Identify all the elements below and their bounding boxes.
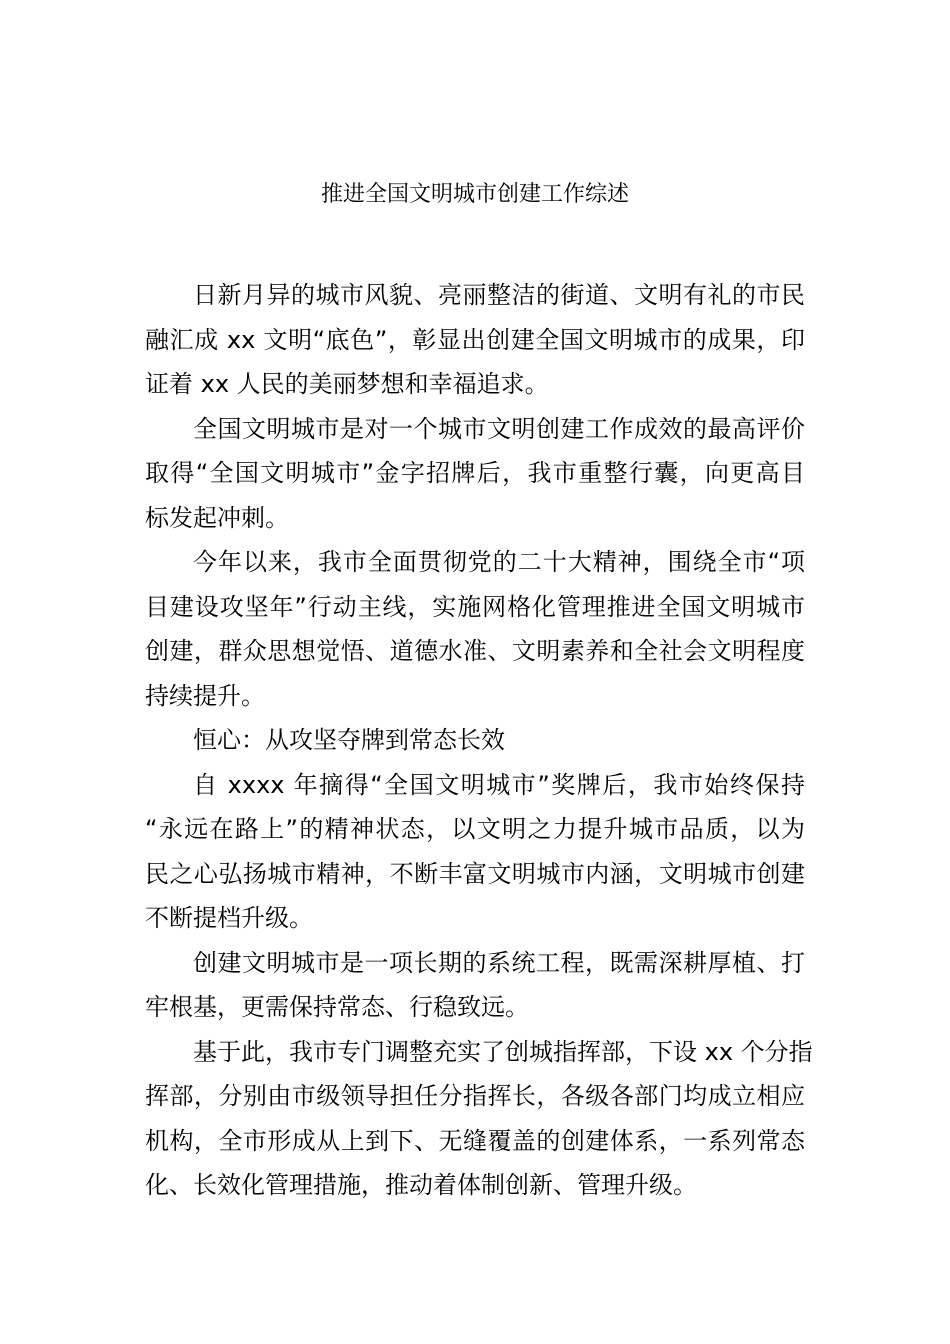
text-line: 全国文明城市是对一个城市文明创建工作成效的最高评价 <box>193 414 805 443</box>
text-line: “永远在路上”的精神状态，以文明之力提升城市品质，以为 <box>145 815 805 843</box>
document-body <box>145 273 813 1208</box>
paragraph <box>145 1030 813 1208</box>
paragraph <box>145 763 805 941</box>
text-line: 民之心弘扬城市精神，不断丰富文明城市内涵，文明城市创建 <box>145 859 805 888</box>
text-line: 标发起冲刺。 <box>145 503 289 532</box>
text-line: 持续提升。 <box>145 681 265 710</box>
text-line: 证着 xx 人民的美丽梦想和幸福追求。 <box>145 370 549 398</box>
text-line: 挥部，分别由市级领导担任分指挥长，各级各部门均成立相应 <box>145 1082 805 1110</box>
text-line: 恒心：从攻坚夺牌到常态长效 <box>193 726 505 754</box>
paragraph <box>145 407 805 541</box>
text-line: 基于此，我市专门调整充实了创城指挥部，下设 xx 个分指 <box>193 1037 813 1066</box>
paragraph <box>145 273 805 407</box>
text-line: 今年以来，我市全面贯彻党的二十大精神，围绕全市“项 <box>193 548 805 576</box>
paragraph <box>145 540 805 718</box>
text-line: 日新月异的城市风貌、亮丽整洁的街道、文明有礼的市民 <box>193 281 805 309</box>
section-heading <box>145 718 805 763</box>
text-line: 牢根基，更需保持常态、行稳致远。 <box>145 993 529 1021</box>
text-line: 目建设攻坚年”行动主线，实施网格化管理推进全国文明城市 <box>145 592 805 621</box>
text-line: 创建，群众思想觉悟、道德水准、文明素养和全社会文明程度 <box>145 637 805 665</box>
document-title: 推进全国文明城市创建工作综述 <box>320 182 629 207</box>
text-line: 融汇成 xx 文明“底色”，彰显出创建全国文明城市的成果，印 <box>145 325 805 354</box>
text-line: 取得“全国文明城市”金字招牌后，我市重整行囊，向更高目 <box>145 459 805 487</box>
text-line: 机构，全市形成从上到下、无缝覆盖的创建体系，一系列常态 <box>145 1126 805 1155</box>
paragraph <box>145 941 805 1030</box>
text-line: 化、长效化管理措施，推动着体制创新、管理升级。 <box>145 1171 697 1199</box>
text-line: 不断提档升级。 <box>145 904 313 932</box>
text-line: 自 xxxx 年摘得“全国文明城市”奖牌后，我市始终保持 <box>193 770 805 799</box>
text-line: 创建文明城市是一项长期的系统工程，既需深耕厚植、打 <box>193 948 805 977</box>
